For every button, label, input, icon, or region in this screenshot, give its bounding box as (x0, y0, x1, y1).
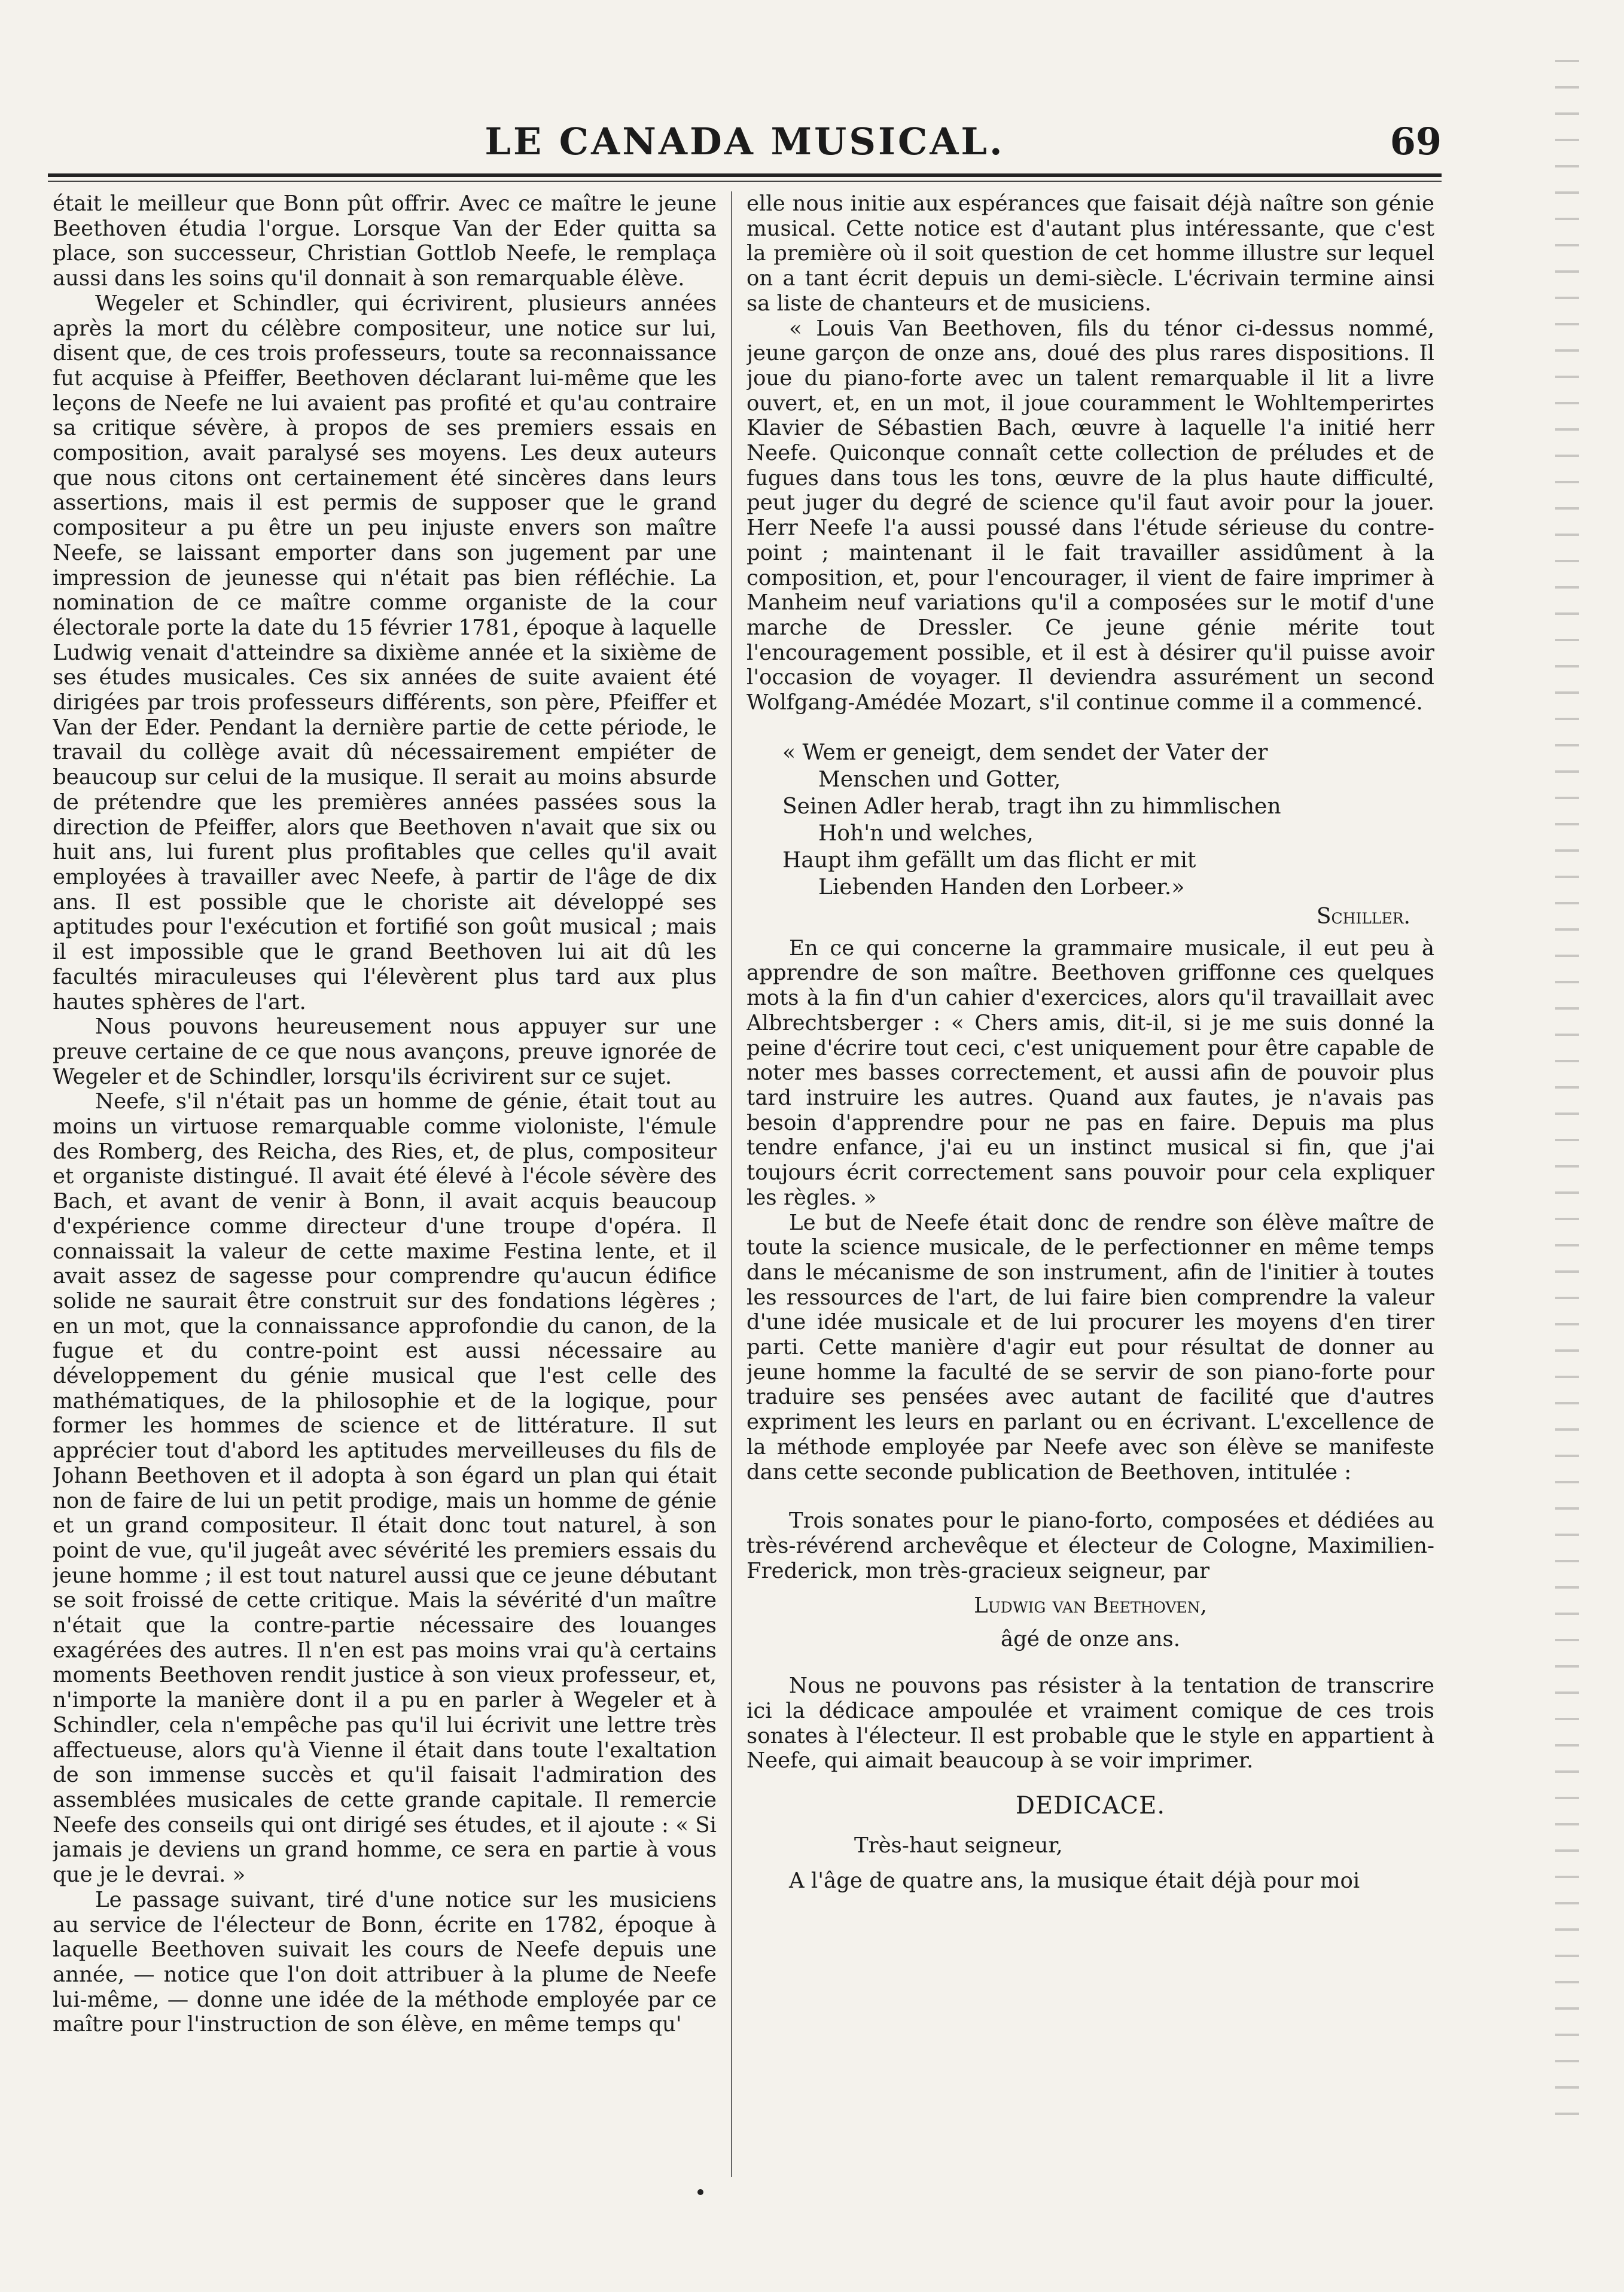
paragraph: Wegeler et Schindler, qui écrivirent, plusieurs années après la mort du célèbre compositeur, une notice sur lui, disent que, de ces trois professeurs, toute sa reconnaissance fut acquise à Pfeiffer, Beethoven déclarant lui-même que les leçons de Neefe ne lui avaient pas profité et qu'au contraire sa critique sévère, à propos de ses premiers essais en composition, avait paralysé ses moyens. Les deux auteurs que nous citons ont certainement été sincères dans leurs assertions, mais il est permis de supposer que le grand compositeur a pu être un peu injuste envers son maître Neefe, se laissant emporter dans son jugement par une impression de jeunesse qui n'était pas bien réfléchie. La nomination de ce maître comme organiste de la cour électorale porte la date du 15 février 1781, époque à laquelle Ludwig venait d'atteindre sa dixième année et la sixième de ses études musicales. Ces six années de suite avaient été dirigées par trois professeurs différents, son père, Pfeiffer et Van der Eder. Pendant la dernière partie de cette période, le travail du collège avait dû nécessairement empiéter de beaucoup sur celui de la musique. Il serait au moins absurde de prétendre que les premières années passées sous la direction de Pfeiffer, alors que Beethoven n'avait que six ou huit ans, lui furent plus profitables que celles qu'il avait employées à travailler avec Neefe, à partir de l'âge de dix ans. Il est possible que le choriste ait développé ses aptitudes pour l'exécution et fortifié son goût musical ; mais il est impossible que le grand Beethoven lui ait dû les facultés miraculeuses qui l'élevèrent plus tard aux plus hautes sphères de l'art. (53, 291, 717, 1014)
paragraph: était le meilleur que Bonn pût offrir. Avec ce maître le jeune Beethoven étudia l'orgue. Lorsque Van der Eder quitta sa place, son successeur, Christian Gottlob Neefe, le remplaça aussi dans les soins qu'il donnait à son remarquable élève. (53, 191, 717, 291)
paragraph: Nous ne pouvons pas résister à la tentation de transcrire ici la dédicace ampoulée et vraiment comique de ces trois sonates à l'électeur. Il est probable que le style en appartient à Neefe, qui aimait beaucoup à se voir imprimer. (747, 1674, 1434, 1773)
paragraph: Neefe, s'il n'était pas un homme de génie, était tout au moins un virtuose remarquable comme violoniste, l'émule des Romberg, des Reicha, des Ries, et, de plus, compositeur et organiste distingué. Il avait été élevé à l'école sévère des Bach, et avant de venir à Bonn, il avait acquis beaucoup d'expérience comme directeur d'une troupe d'opéra. Il connaissait la valeur de cette maxime Festina lente, et il avait assez de sagesse pour comprendre qu'aucun édifice solide ne saurait être construit sur des fondations légères ; en un mot, que la connaissance approfondie du canon, de la fugue et du contre-point est aussi nécessaire au développement du génie musical que l'est celle des mathématiques, de la philosophie et de la logique, pour former les hommes de science et de littérature. Il sut apprécier tout d'abord les aptitudes merveilleuses du fils de Johann Beethoven et il adopta à son égard un plan qui était non de faire de lui un petit prodige, mais un homme de génie et un grand compositeur. Il était donc tout naturel, à son point de vue, qu'il jugeât avec sévérité les premiers essais du jeune homme ; il est tout naturel aussi que ce jeune débutant se soit froissé de cette critique. Mais la sévérité d'un maître n'était que la contre-partie nécessaire des louanges exagérées des autres. Il n'en est pas moins vrai qu'à certains moments Beethoven rendit justice à son vieux professeur, et, n'importe la manière dont il a pu en parler à Wegeler et à Schindler, cela n'empêche pas qu'il lui écrivit une lettre très affectueuse, alors qu'à Vienne il était dans toute l'exaltation de son immense succès et qu'il faisait l'admiration des assemblées musicales de cette grande capitale. Il remercie Neefe des conseils qui ont dirigé ses études, et il ajoute : « Si jamais je deviens un grand homme, ce sera en partie à vous que je le devrai. » (53, 1089, 717, 1888)
poem-line: Menschen und Gotter, (818, 767, 1061, 792)
header-rule-thin (48, 181, 1442, 182)
poem-attribution: Schiller. (1316, 904, 1410, 929)
sonata-title-block (747, 1508, 1434, 1652)
composer-age: âgé de onze ans. (1001, 1627, 1180, 1652)
page-number: 69 (1390, 120, 1442, 163)
poem-line: Haupt ihm gefällt um das flicht er mit (782, 848, 1196, 873)
left-column (53, 191, 717, 2183)
paragraph: En ce qui concerne la grammaire musicale, il eut peu à apprendre de son maître. Beethoven griffonne ces quelques mots à la fin d'un cahier d'exercices, alors qu'il travaillait avec Albrechtsberger : « Chers amis, dit-il, si je me suis donné la peine d'écrire tout ceci, c'est uniquement pour être capable de noter mes basses correctement, et aussi afin de pouvoir plus tard instruire les autres. Quand aux fautes, je n'avais pas besoin d'apprendre pour ne pas en faire. Depuis ma plus tendre enfance, j'ai eu un instinct musical si fin, que j'ai toujours écrit correctement sans pouvoir pour cela expliquer les règles. » (747, 935, 1434, 1210)
right-column (747, 191, 1434, 2183)
journal-title: LE CANADA MUSICAL. (485, 120, 1005, 163)
poem-line: Seinen Adler herab, tragt ihn zu himmlischen (782, 794, 1281, 819)
closing-line: A l'âge de quatre ans, la musique était déjà pour moi (789, 1869, 1360, 1894)
header-rule (48, 173, 1442, 177)
poem-line: Liebenden Handen den Lorbeer.» (818, 874, 1185, 900)
ink-dot (697, 2189, 703, 2195)
sonata-title: Trois sonates pour le piano-forto, composées et dédiées au très-révérend archevêque et électeur de Cologne, Maximilien-Frederick, mon très-gracieux seigneur, par (747, 1508, 1434, 1584)
poem-line: « Wem er geneigt, dem sendet der Vater der (782, 740, 1268, 765)
paragraph: elle nous initie aux espérances que faisait déjà naître son génie musical. Cette notice est d'autant plus intéressante, que c'est la première où il soit question de cet homme illustre sur lequel on a tant écrit depuis un demi-siècle. L'écrivain termine ainsi sa liste de chanteurs et de musiciens. (747, 191, 1434, 316)
poem-line: Hoh'n und welches, (818, 821, 1034, 846)
dedicace-heading: DEDICACE. (1015, 1792, 1166, 1820)
paragraph: Le passage suivant, tiré d'une notice sur les musiciens au service de l'électeur de Bonn, écrite en 1782, époque à laquelle Beethoven suivait les cours de Neefe depuis une année, — notice que l'on doit attribuer à la plume de Neefe lui-même, — donne une idée de la méthode employée par ce maître pour l'instruction de son élève, en même temps qu' (53, 1887, 717, 2037)
page-header (48, 108, 1442, 173)
notice-quote: « Louis Van Beethoven, fils du ténor ci-dessus nommé, jeune garçon de onze ans, doué des plus rares dispositions. Il joue du piano-forte avec un talent remarquable il lit a livre ouvert, et, en un mot, il joue couramment le Wohltemperirtes Klavier de Sébastien Bach, œuvre à laquelle l'a initié herr Neefe. Quiconque connaît cette collection de préludes et de fugues dans tous les tons, œuvre de la plus haute difficulté, peut juger du degré de science qu'il faut avoir pour la jouer. Herr Neefe l'a aussi poussé dans l'étude sérieuse du contre-point ; maintenant il le fait travailler assidûment à la composition, et, pour l'encourager, il vient de faire imprimer à Manheim neuf variations qu'il a composées sur le motif d'une marche de Dressler. Ce jeune génie mérite tout l'encouragement possible, et il est à désirer qu'il puisse avoir l'occasion de voyager. Il deviendra assurément un second Wolfgang-Amédée Mozart, s'il continue comme il a commencé. (747, 316, 1434, 715)
paragraph: Le but de Neefe était donc de rendre son élève maître de toute la science musicale, de le perfectionner en même temps dans le mécanisme de son instrument, afin de l'initier à toutes les ressources de l'art, de lui faire bien comprendre la valeur d'une idée musicale et de lui procurer les moyens d'en tirer parti. Cette manière d'agir eut pour résultat de donner au jeune homme la faculté de se servir de son piano-forte pour traduire ses pensées avec autant de facilité que d'autres expriment les leurs en parlant ou en écrivant. L'excellence de la méthode employée par Neefe avec son élève se manifeste dans cette seconde publication de Beethoven, intitulée : (747, 1210, 1434, 1485)
column-divider (731, 191, 732, 2177)
paragraph: Nous pouvons heureusement nous appuyer sur une preuve certaine de ce que nous avançons, preuve ignorée de Wegeler et de Schindler, lorsqu'ils écrivirent sur ce sujet. (53, 1014, 717, 1089)
salutation: Très-haut seigneur, (854, 1833, 1063, 1858)
scan-margin-edge (1555, 36, 1579, 2129)
schiller-poem (747, 739, 1434, 930)
composer-signature: Ludwig van Beethoven, (974, 1593, 1207, 1619)
